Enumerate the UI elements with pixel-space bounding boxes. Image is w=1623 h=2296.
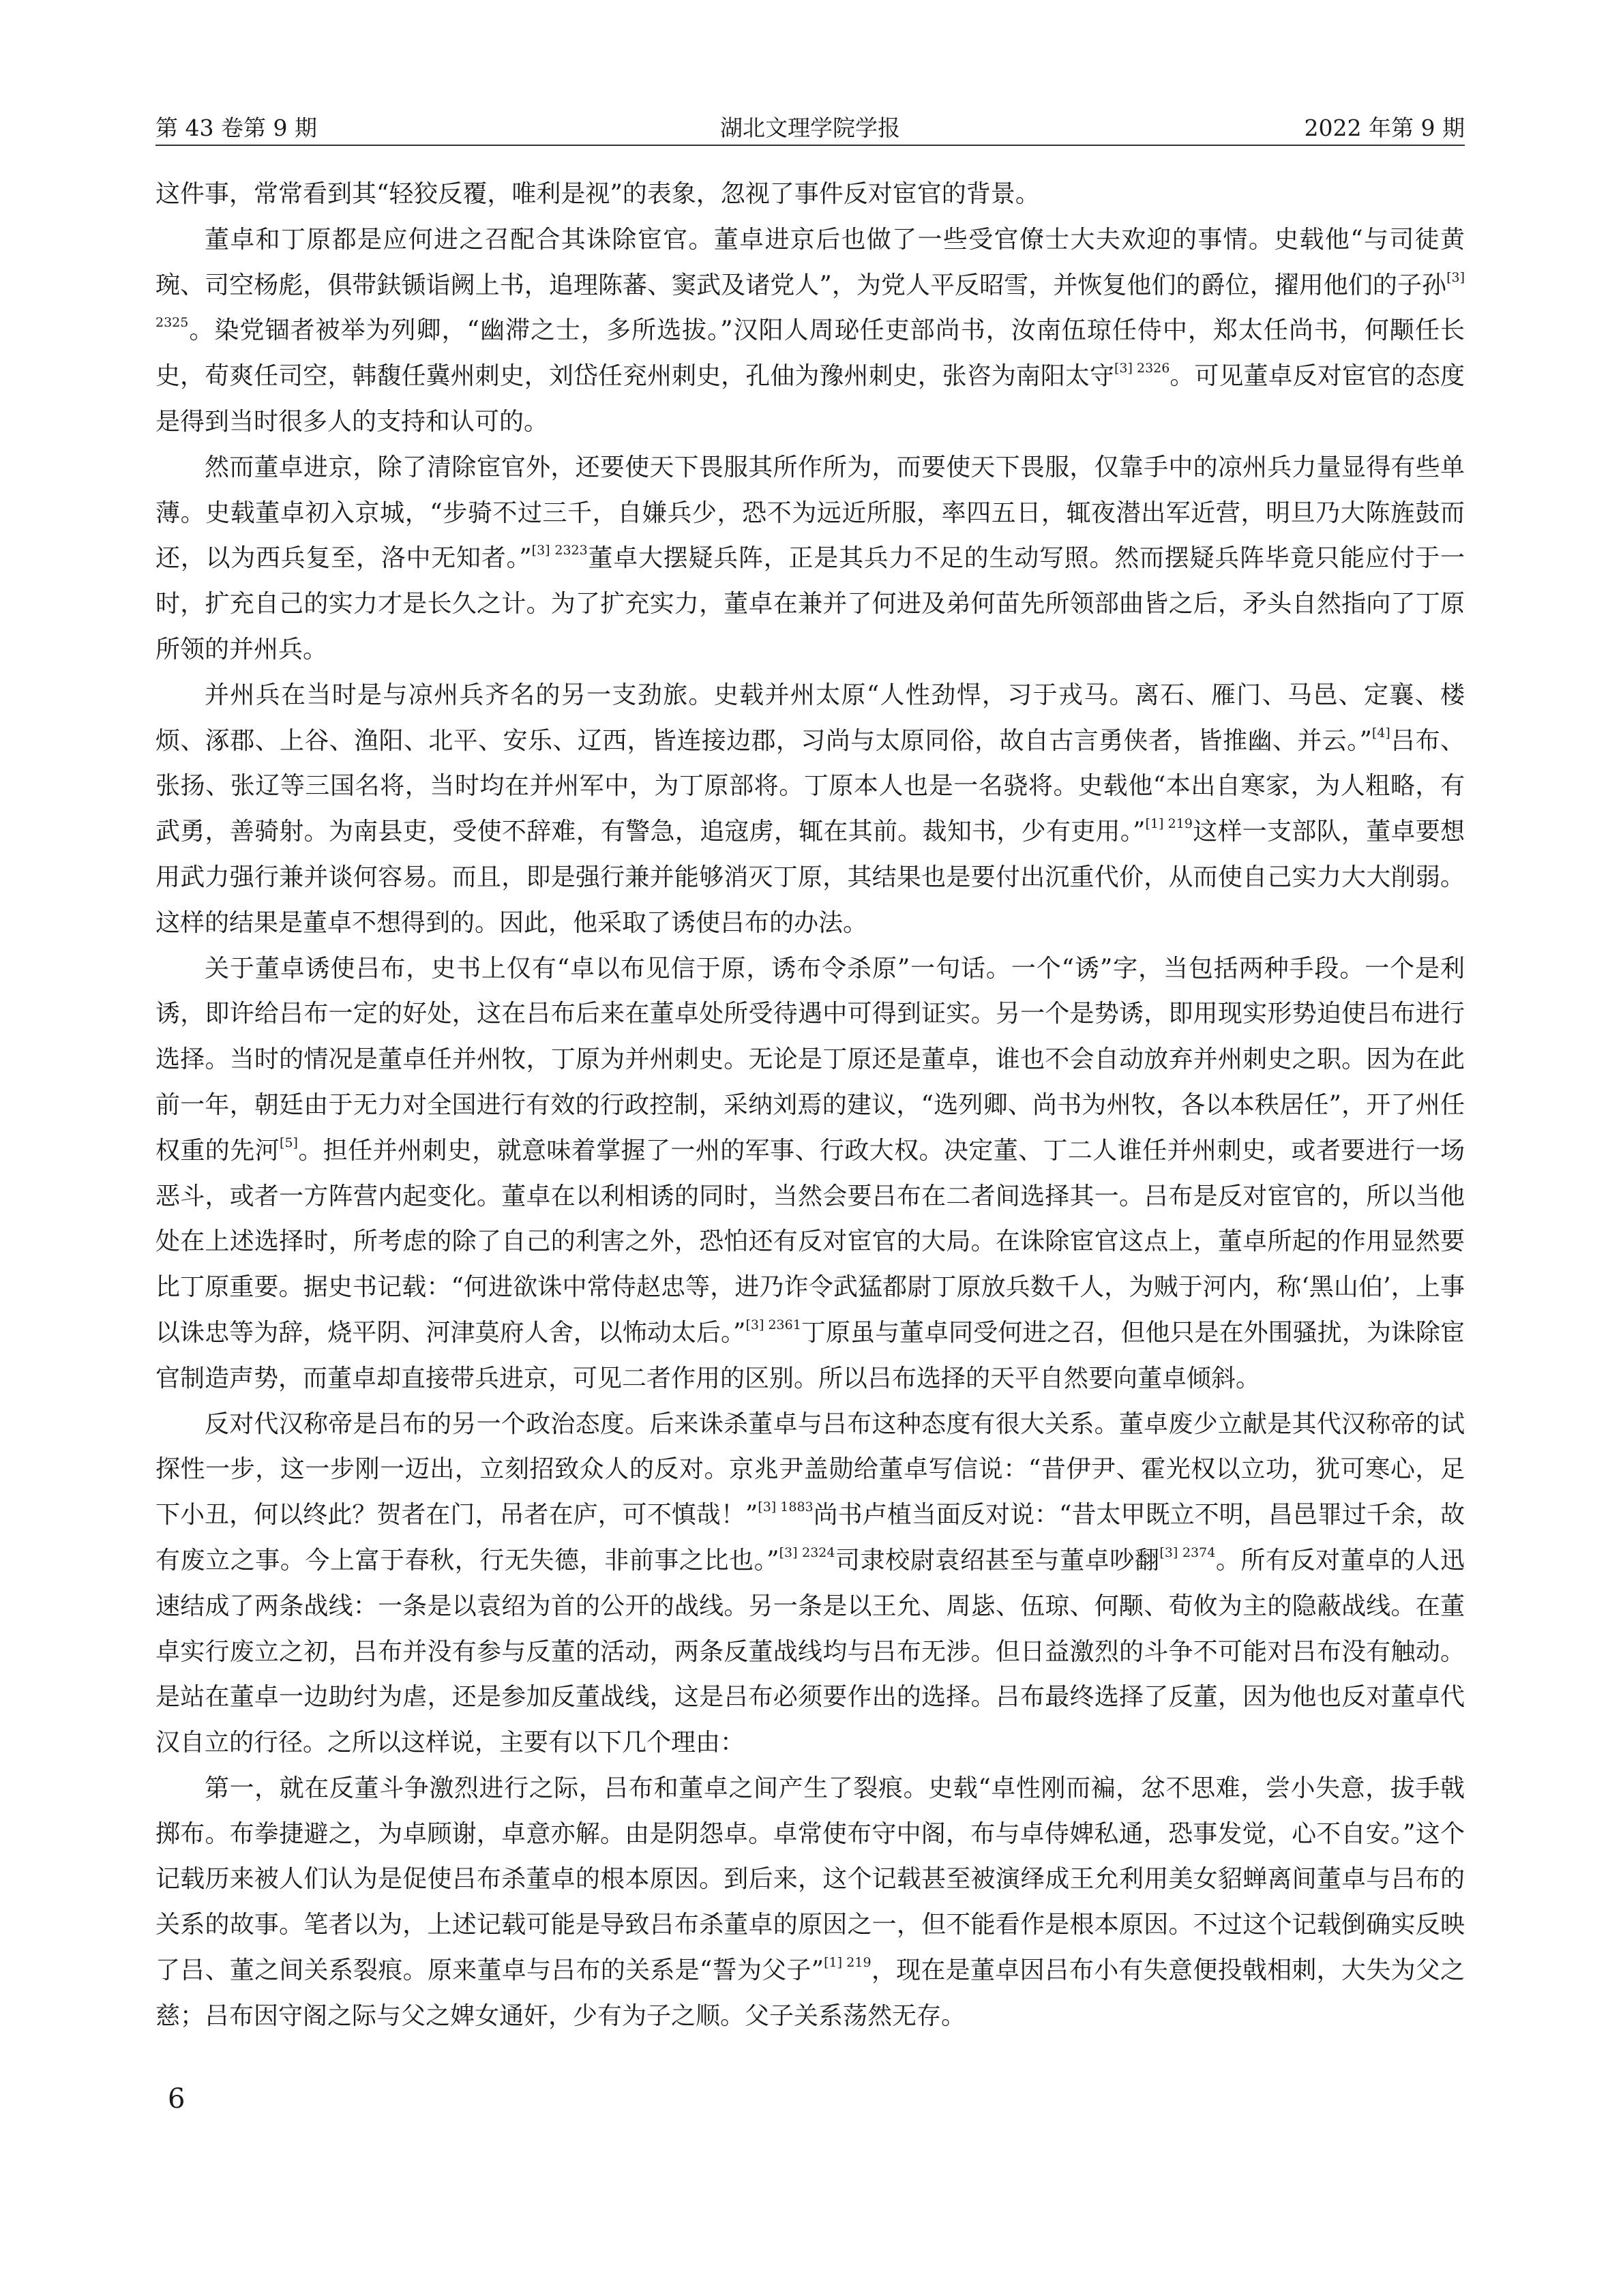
paragraph [155,1402,1465,1766]
running-header [155,109,1465,147]
article-body [155,172,1465,2040]
paragraph-text: 丁原虽与董卓同受何进之召，但他只是在外围骚扰，为诛除宦官制造声势，而董卓却直接带兵进京，可见二者作用的区别。所以吕布选择的天平自然要向董卓倾斜。 [155,1318,1465,1392]
citation-marker: [1] 219 [1145,816,1193,832]
paragraph-text: 尚书卢植当面反对说：“昔太甲既立不明，昌邑罪过千余，故有废立之事。今上富于春秋，行无失德，非前事之比也。” [155,1501,1465,1575]
citation-marker: [3] 2323 [531,543,588,558]
citation-marker: [3] 1883 [758,1500,814,1515]
paragraph-text: 这件事，常常看到其“轻狡反覆，唯利是视”的表象，忽视了事件反对宦官的背景。 [155,180,1040,208]
citation-marker: [4] [1371,725,1390,741]
paragraph-text: 这样一支部队，董卓要想用武力强行兼并谈何容易。而且，即是强行兼并能够消灭丁原，其结果也是要付出沉重代价，从而使自己实力大大削弱。这样的结果是董卓不想得到的。因此，他采取了诱使吕布的办法。 [155,818,1465,937]
journal-title: 湖北文理学院学报 [720,115,900,141]
paragraph [155,1766,1465,2040]
paragraph-text: 。所有反对董卓的人迅速结成了两条战线：一条是以袁绍为首的公开的战线。另一条是以王允、周毖、伍琼、何颙、荀攸为主的隐蔽战线。在董卓实行废立之初，吕布并没有参与反董的活动，两条反董战线均与吕布无涉。但日益激烈的斗争不可能对吕布没有触动。是站在董卓一边助纣为虐，还是参加反董战线，这是吕布必须要作出的选择。吕布最终选择了反董，因为他也反对董卓代汉自立的行径。之所以这样说，主要有以下几个理由： [155,1546,1465,1757]
page-number: 6 [168,2083,185,2115]
citation-marker: [3] 2326 [1114,361,1170,376]
volume-issue-label: 第 43 卷第 9 期 [155,115,317,141]
paragraph-text: ，现在是董卓因吕布小有失意便投戟相刺，大失为父之慈；吕布因守阁之际与父之婢女通奸，少有为子之顺。父子关系荡然无存。 [155,1956,1465,2030]
paragraph [155,445,1465,673]
paragraph-text: 。可见董卓反对宦官的态度是得到当时很多人的支持和认可的。 [155,362,1465,436]
paragraph-text: 。染党锢者被举为列卿，“幽滞之士，多所选拔。”汉阳人周珌任吏部尚书，汝南伍琼任侍中，郑太任尚书，何颙任长史，荀爽任司空，韩馥任冀州刺史，刘岱任兖州刺史，孔伷为豫州刺史，张咨为南阳太守 [155,316,1465,391]
paragraph-text: 反对代汉称帝是吕布的另一个政治态度。后来诛杀董卓与吕布这种态度有很大关系。董卓废少立献是其代汉称帝的试探性一步，这一步刚一迈出，立刻招致众人的反对。京兆尹盖勋给董卓写信说：“昔伊尹、霍光权以立功，犹可寒心，足下小丑，何以终此？贺者在门，吊者在庐，可不慎哉！” [155,1410,1465,1530]
citation-marker: [3] 2325 [155,269,1465,331]
paragraph [155,673,1465,946]
citation-marker: [3] 2361 [745,1317,801,1332]
paragraph-text: 第一，就在反董斗争激烈进行之际，吕布和董卓之间产生了裂痕。史载“卓性刚而褊，忿不思难，尝小失意，拔手戟掷布。布拳捷避之，为卓顾谢，卓意亦解。由是阴怨卓。卓常使布守中阁，布与卓侍婢私通，恐事发觉，心不自安。”这个记载历来被人们认为是促使吕布杀董卓的根本原因。到后来，这个记载甚至被演绎成王允利用美女貂蝉离间董卓与吕布的关系的故事。笔者以为，上述记载可能是导致吕布杀董卓的原因之一，但不能看作是根本原因。不过这个记载倒确实反映了吕、董之间关系裂痕。原来董卓与吕布的关系是“誓为父子” [155,1774,1465,1985]
citation-marker: [3] 2374 [1159,1545,1216,1560]
paragraph-text: 并州兵在当时是与凉州兵齐名的另一支劲旅。史载并州太原“人性劲悍，习于戎马。离石、雁门、马邑、定襄、楼烦、涿郡、上谷、渔阳、北平、安乐、辽西，皆连接边郡，习尚与太原同俗，故自古言勇侠者，皆推幽、并云。” [155,681,1465,755]
paragraph-text: 董卓大摆疑兵阵，正是其兵力不足的生动写照。然而摆疑兵阵毕竟只能应付于一时，扩充自己的实力才是长久之计。为了扩充实力，董卓在兼并了何进及弟何苗先所领部曲皆之后，矛头自然指向了丁原所领的并州兵。 [155,544,1465,664]
year-issue-label: 2022 年第 9 期 [1304,115,1465,141]
citation-marker: [5] [280,1135,298,1150]
citation-marker: [3] 2324 [779,1545,835,1560]
paragraph-text: 关于董卓诱使吕布，史书上仅有“卓以布见信于原，诱布令杀原”一句话。一个“诱”字，当包括两种手段。一个是利诱，即许给吕布一定的好处，这在吕布后来在董卓处所受待遇中可得到证实。另一个是势诱，即用现实形势迫使吕布进行选择。当时的情况是董卓任并州牧，丁原为并州刺史。无论是丁原还是董卓，谁也不会自动放弃并州刺史之职。因为在此前一年，朝廷由于无力对全国进行有效的行政控制，采纳刘焉的建议，“选列卿、尚书为州牧，各以本秩居任”，开了州任权重的先河 [155,954,1465,1165]
paragraph-text: 董卓和丁原都是应何进之召配合其诛除宦官。董卓进京后也做了一些受官僚士大夫欢迎的事情。史载他“与司徒黄琬、司空杨彪，俱带鈇锧诣阙上书，追理陈蕃、窦武及诸党人”，为党人平反昭雪，并恢复他们的爵位，擢用他们的子孙 [155,225,1465,299]
paragraph [155,172,1465,218]
paragraph-text: 司隶校尉袁绍甚至与董卓吵翻 [835,1546,1160,1575]
paragraph [155,218,1465,445]
paragraph-text: 。担任并州刺史，就意味着掌握了一州的军事、行政大权。决定董、丁二人谁任并州刺史，或者要进行一场恶斗，或者一方阵营内起变化。董卓在以利相诱的同时，当然会要吕布在二者间选择其一。吕布是反对宦官的，所以当他处在上述选择时，所考虑的除了自己的利害之外，恐怕还有反对宦官的大局。在诛除宦官这点上，董卓所起的作用显然要比丁原重要。据史书记载：“何进欲诛中常侍赵忠等，进乃诈令武猛都尉丁原放兵数千人，为贼于河内，称‘黑山伯’，上事以诛忠等为辞，烧平阴、河津莫府人舍，以怖动太后。” [155,1136,1465,1347]
header-rule [155,145,1465,146]
citation-marker: [1] 219 [824,1955,872,1971]
paragraph-text: 吕布、张扬、张辽等三国名将，当时均在并州军中，为丁原部将。丁原本人也是一名骁将。史载他“本出自寒家，为人粗略，有武勇，善骑射。为南县吏，受使不辞难，有警急，追寇虏，辄在其前。裁知书，少有吏用。” [155,726,1465,846]
paragraph-text: 然而董卓进京，除了清除宦官外，还要使天下畏服其所作所为，而要使天下畏服，仅靠手中的凉州兵力量显得有些单薄。史载董卓初入京城，“步骑不过三千，自嫌兵少，恐不为远近所服，率四五日，辄夜潜出军近营，明旦乃大陈旌鼓而还，以为西兵复至，洛中无知者。” [155,453,1465,573]
paragraph [155,946,1465,1402]
